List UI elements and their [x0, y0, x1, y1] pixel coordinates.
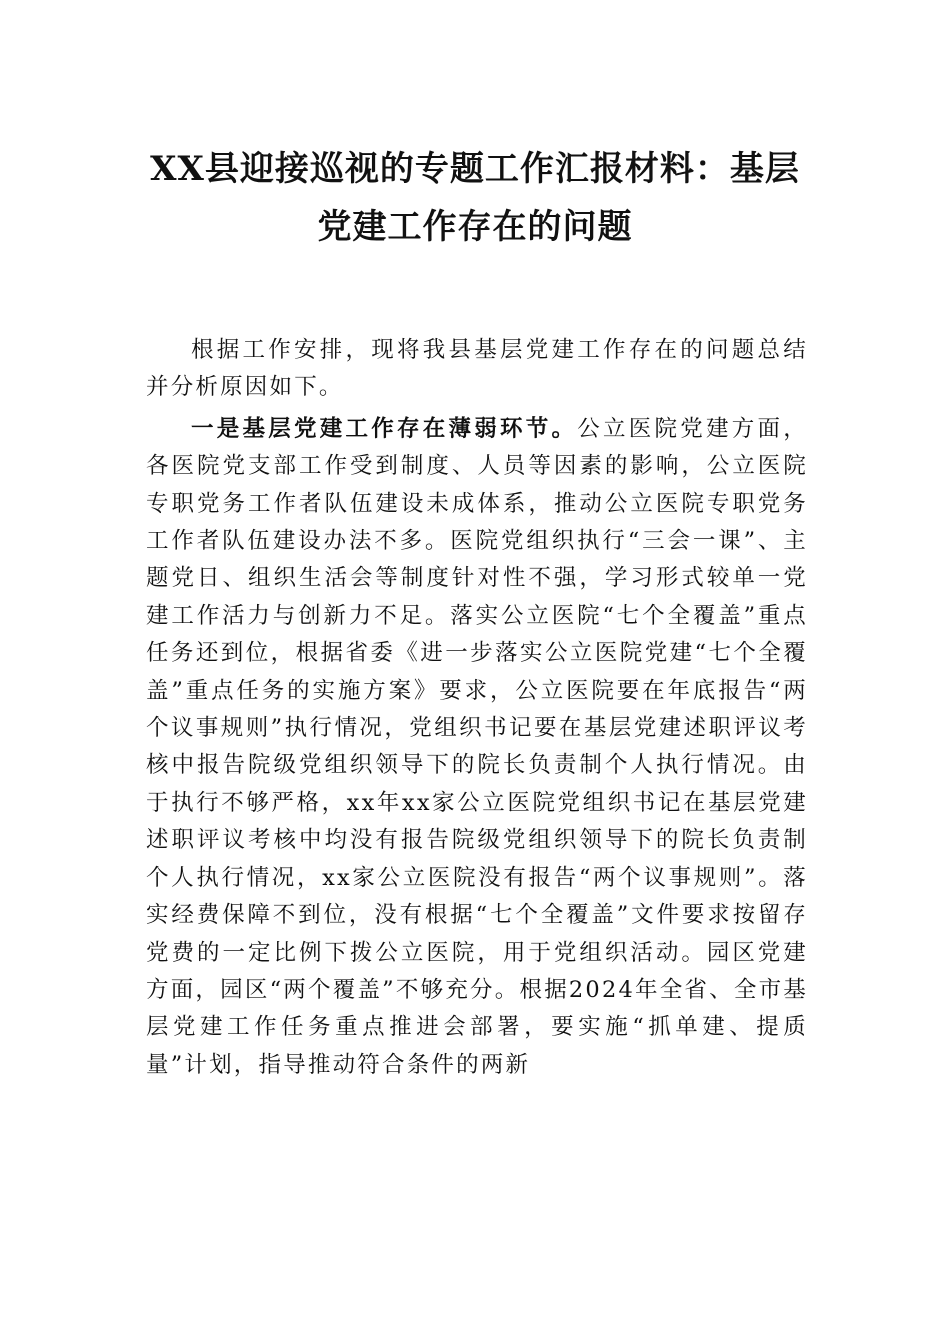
- document-title: [140, 140, 810, 256]
- document-body: [146, 332, 808, 1084]
- section-1-heading: 一是基层党建工作存在薄弱环节。: [191, 415, 578, 442]
- intro-paragraph: 根据工作安排，现将我县基层党建工作存在的问题总结并分析原因如下。: [146, 337, 808, 401]
- title-line-2: 党建工作存在的问题: [317, 207, 633, 247]
- section-1-paragraph: [146, 411, 808, 1084]
- section-1-body: 公立医院党建方面，各医院党支部工作受到制度、人员等因素的影响，公立医院专职党务工作者队伍建设未成体系，推动公立医院专职党务工作者队伍建设办法不多。医院党组织执行“三会一课”、主题党日、组织生活会等制度针对性不强，学习形式较单一党建工作活力与创新力不足。落实公立医院“七个全覆盖”重点任务还到位，根据省委《进一步落实公立医院党建“七个全覆盖”重点任务的实施方案》要求，公立医院要在年底报告“两个议事规则”执行情况，党组织书记要在基层党建述职评议考核中报告院级党组织领导下的院长负责制个人执行情况。由于执行不够严格，xx年xx家公立医院党组织书记在基层党建述职评议考核中均没有报告院级党组织领导下的院长负责制个人执行情况，xx家公立医院没有报告“两个议事规则”。落实经费保障不到位，没有根据“七个全覆盖”文件要求按留存党费的一定比例下拨公立医院，用于党组织活动。园区党建方面，园区“两个覆盖”不够充分。根据2024年全省、全市基层党建工作任务重点推进会部署，要实施“抓单建、提质量”计划，指导推动符合条件的两新: [146, 415, 808, 1078]
- title-line-1: XX县迎接巡视的专题工作汇报材料：基层: [150, 149, 800, 189]
